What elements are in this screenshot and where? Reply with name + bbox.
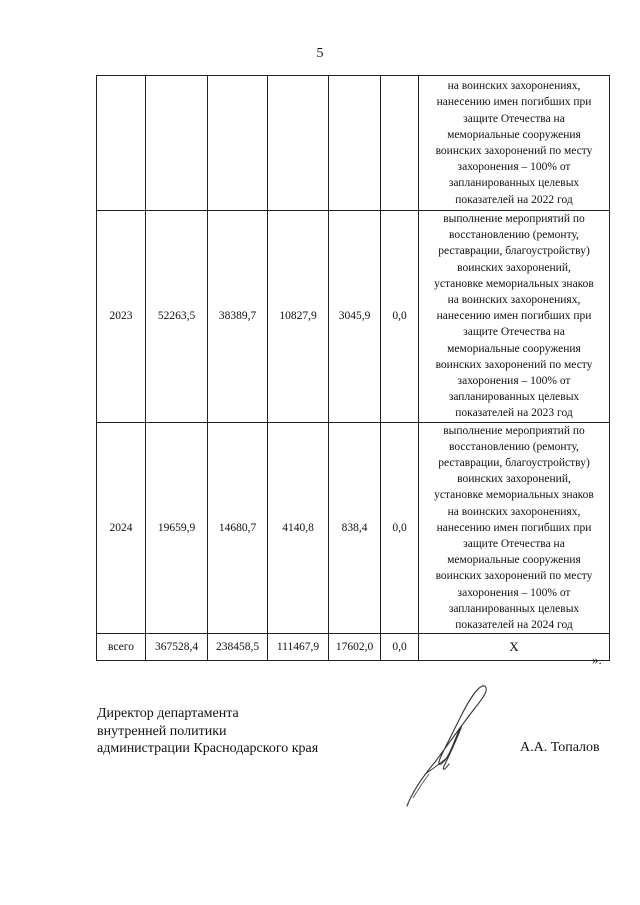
description-cell: Х (419, 634, 610, 661)
description-line: нанесению имен погибших при (436, 521, 592, 534)
description-line: воинских захоронений по месту (435, 570, 593, 583)
column-2-cell: 14680,7 (208, 422, 268, 634)
column-4-cell: 838,4 (329, 422, 381, 634)
description-line: реставрации, благоустройству) (438, 245, 590, 258)
column-3-cell (268, 76, 329, 211)
description-line: запланированных целевых (448, 602, 580, 615)
description-line: запланированных целевых (448, 391, 580, 404)
description-line: защите Отечества на (463, 326, 565, 339)
description-line: защите Отечества на (463, 538, 565, 551)
description-line: выполнение мероприятий по (443, 213, 585, 225)
description-line: воинских захоронений по месту (435, 145, 593, 157)
description-line: нанесению имен погибших при (436, 310, 592, 323)
signatory-title-line: внутренней политики (97, 723, 227, 739)
description-line: мемориальные сооружения (447, 554, 581, 567)
column-2-cell: 38389,7 (208, 211, 268, 423)
description-line: мемориальные сооружения (447, 342, 581, 355)
column-2-cell: 238458,5 (208, 634, 268, 661)
year-cell: 2024 (97, 422, 146, 634)
total-cell: 19659,9 (146, 422, 208, 634)
description-line: реставрации, благоустройству) (438, 457, 590, 470)
description-cell (419, 211, 610, 423)
column-4-cell (329, 76, 381, 211)
column-3-cell: 10827,9 (268, 211, 329, 423)
signatory-title-line: Директор департамента (97, 706, 239, 721)
column-4-cell: 17602,0 (329, 634, 381, 661)
total-label-cell: всего (97, 634, 146, 661)
description-line: выполнение мероприятий по (443, 424, 585, 437)
column-2-cell (208, 76, 268, 211)
total-cell: 367528,4 (146, 634, 208, 661)
column-4-cell: 3045,9 (329, 211, 381, 423)
description-line: показателей на 2024 год (455, 619, 573, 632)
table-row-total (97, 634, 610, 661)
year-cell: 2023 (97, 211, 146, 423)
description-line: защите Отечества на (463, 112, 565, 125)
column-3-cell: 111467,9 (268, 634, 329, 661)
description-line: воинских захоронений, (457, 261, 571, 274)
description-line: показателей на 2022 год (455, 193, 573, 206)
description-line: установке мемориальных знаков (434, 489, 594, 502)
description-line: установке мемориальных знаков (434, 277, 594, 290)
total-cell (146, 76, 208, 211)
description-line: показателей на 2023 год (455, 407, 573, 420)
description-line: мемориальные сооружения (447, 128, 581, 141)
description-line: восстановлению (ремонту, (449, 440, 579, 453)
description-line: захоронения – 100% от (457, 161, 571, 174)
description-line: воинских захоронений, (457, 473, 571, 486)
table-row-2024 (97, 422, 610, 634)
signatory-name: А.А. Топалов (520, 740, 600, 755)
description-line: воинских захоронений по месту (435, 358, 593, 371)
column-5-cell: 0,0 (381, 211, 419, 423)
description-cell (419, 76, 610, 211)
handwritten-signature (395, 678, 505, 813)
year-cell (97, 76, 146, 211)
description-line: захоронения – 100% от (457, 375, 571, 388)
column-5-cell: 0,0 (381, 634, 419, 661)
column-3-cell: 4140,8 (268, 422, 329, 634)
description-line: запланированных целевых (448, 177, 580, 190)
description-line: на воинских захоронениях, (447, 80, 581, 93)
closing-quote-mark: ». (592, 652, 602, 667)
table-row-2022-continued (97, 76, 610, 211)
table-row-2023 (97, 211, 610, 423)
column-5-cell (381, 76, 419, 211)
column-5-cell: 0,0 (381, 422, 419, 634)
description-line: на воинских захоронениях, (447, 294, 581, 307)
page-number: 5 (316, 46, 324, 61)
description-line: нанесению имен погибших при (436, 96, 592, 109)
total-cell: 52263,5 (146, 211, 208, 423)
description-line: восстановлению (ремонту, (449, 229, 579, 242)
targets-table (96, 75, 610, 661)
signatory-title (97, 705, 318, 758)
description-line: захоронения – 100% от (457, 586, 571, 599)
description-line: на воинских захоронениях, (447, 505, 581, 518)
signatory-title-line: администрации Краснодарского края (97, 741, 319, 756)
description-cell (419, 422, 610, 634)
